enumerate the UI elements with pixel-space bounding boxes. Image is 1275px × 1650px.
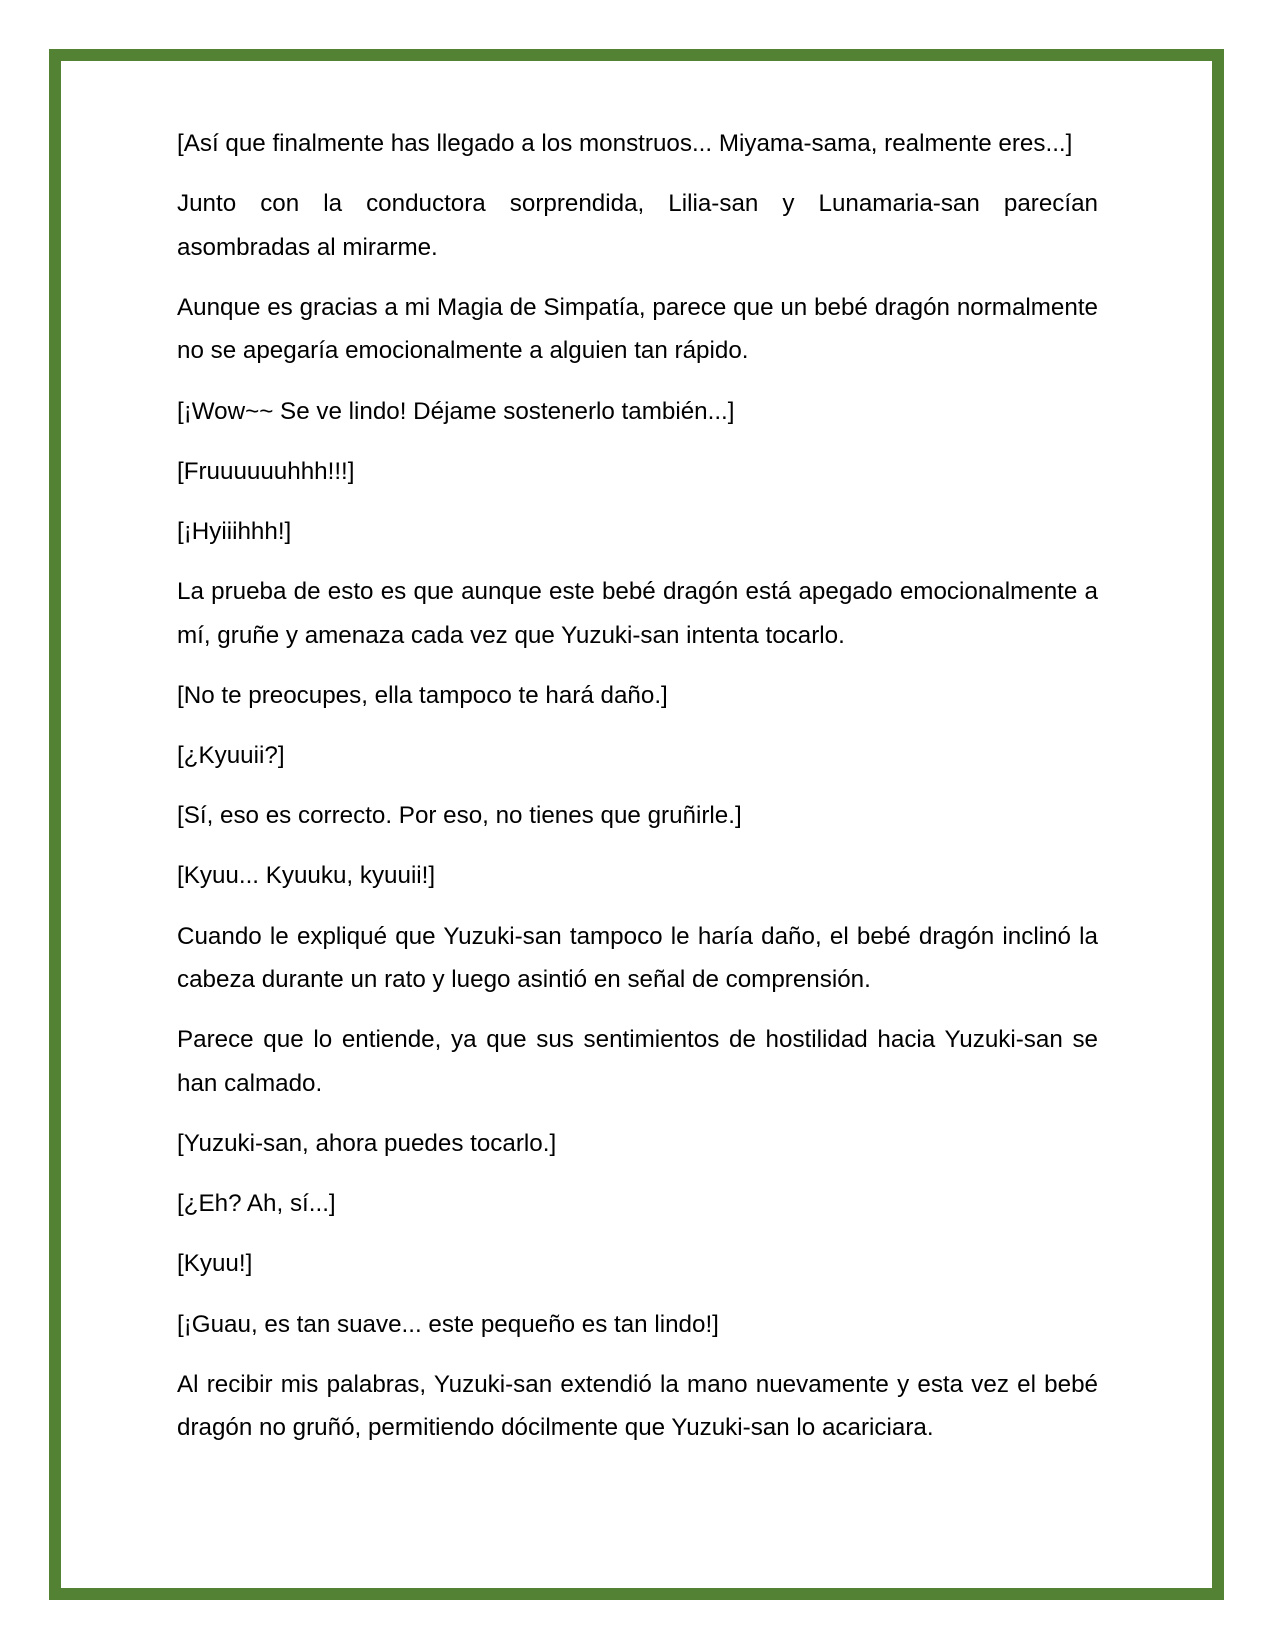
paragraph: [¿Eh? Ah, sí...] [177, 1190, 336, 1218]
paragraph: Cuando le expliqué que Yuzuki-san tampoco le haría daño, el bebé dragón inclinó la cabeza durante un rato y luego asintió en señal de comprensión. [177, 922, 1098, 994]
paragraph: La prueba de esto es que aunque este bebé dragón está apegado emocionalmente a mí, gruñe y amenaza cada vez que Yuzuki-san intenta tocarlo. [177, 578, 1098, 649]
paragraph: [¡Guau, es tan suave... este pequeño es tan lindo!] [177, 1310, 719, 1338]
paragraph: [Kyuu... Kyuuku, kyuuii!] [177, 862, 436, 890]
paragraph: [¡Hyiiihhh!] [177, 517, 292, 545]
paragraph: [Sí, eso es correcto. Por eso, no tienes que gruñirle.] [177, 802, 742, 830]
paragraph: Parece que lo entiende, ya que sus sentimientos de hostilidad hacia Yuzuki-san se han calmado. [177, 1026, 1098, 1097]
paragraph: [¡Wow~~ Se ve lindo! Déjame sostenerlo también...] [177, 397, 735, 425]
paragraph: [¿Kyuuii?] [177, 742, 285, 769]
paragraph: Junto con la conductora sorprendida, Lilia-san y Lunamaria-san parecían asombradas al mirarme. [177, 190, 1098, 261]
paragraph: [Yuzuki-san, ahora puedes tocarlo.] [177, 1129, 557, 1157]
paragraph: [No te preocupes, ella tampoco te hará daño.] [177, 681, 668, 709]
paragraph: [Kyuu!] [177, 1250, 253, 1278]
paragraph: Al recibir mis palabras, Yuzuki-san extendió la mano nuevamente y esta vez el bebé dragón no gruñó, permitiendo dócilmente que Yuzuki-san lo acariciara. [177, 1370, 1098, 1442]
paragraph: Aunque es gracias a mi Magia de Simpatía, parece que un bebé dragón normalmente no se apegaría emocionalmente a alguien tan rápido. [177, 293, 1098, 365]
document-body [177, 122, 1098, 1466]
paragraph: [Así que finalmente has llegado a los monstruos... Miyama-sama, realmente eres...] [177, 130, 1073, 157]
paragraph: [Fruuuuuuhhh!!!] [177, 457, 355, 485]
